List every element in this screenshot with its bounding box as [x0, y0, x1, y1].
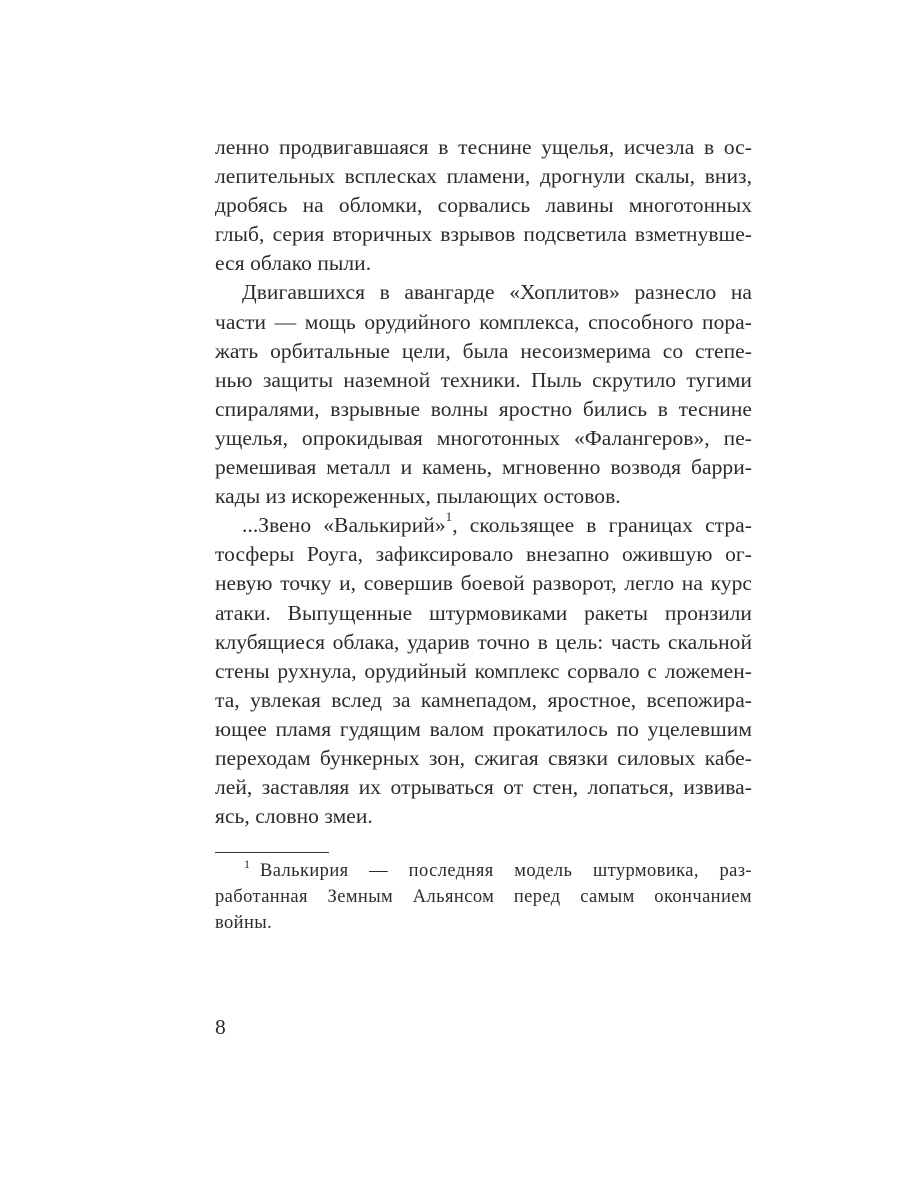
text-line: кады из искореженных, пылающих остовов.	[215, 484, 621, 509]
paragraph-1	[215, 133, 752, 278]
line-text-after-ref: , скользящее в границах стра-	[452, 513, 752, 538]
text-line: невую точку и, совершив боевой разворот, легло на курс	[215, 571, 752, 596]
text-line: части — мощь орудийного комплекса, способного пора-	[215, 309, 752, 334]
text-line-with-footnote-ref	[215, 511, 752, 540]
text-line: ленно продвигавшаяся в теснине ущелья, исчезла в ос-	[215, 135, 752, 159]
text-line: дробясь на обломки, сорвались лавины многотонных	[215, 193, 752, 218]
footnote-divider	[215, 852, 329, 853]
page-number: 8	[215, 1015, 226, 1039]
paragraph-2	[215, 278, 752, 511]
paragraph-3	[215, 511, 752, 831]
footnote-line	[215, 858, 752, 884]
text-line: атаки. Выпущенные штурмовиками ракеты пронзили	[215, 600, 752, 625]
footnote-reference[interactable]: 1	[445, 509, 453, 525]
footnote-line: работанная Земным Альянсом перед самым окончанием	[215, 887, 752, 907]
text-line: лепительных всплесках пламени, дрогнули скалы, вниз,	[215, 164, 752, 189]
text-line: лей, заставляя их отрываться от стен, лопаться, извива-	[215, 775, 752, 800]
text-line: ремешивая металл и камень, мгновенно возводя барри-	[215, 455, 752, 480]
text-line: ющее пламя гудящим валом прокатилось по уцелевшим	[215, 716, 752, 741]
text-line: жать орбитальные цели, была несоизмерима со степе-	[215, 338, 752, 363]
text-line: стены рухнула, орудийный комплекс сорвало с ложемен-	[215, 658, 752, 683]
text-line: нью защиты наземной техники. Пыль скрутило тугими	[215, 367, 752, 392]
text-line: тосферы Роуга, зафиксировало внезапно ожившую ог-	[215, 542, 752, 567]
text-line: переходам бункерных зон, сжигая связки силовых кабе-	[215, 745, 752, 770]
text-line: Двигавшихся в авангарде «Хоплитов» разнесло на	[242, 280, 752, 305]
footnote-number: 1	[244, 857, 250, 871]
footnote-line: войны.	[215, 913, 273, 933]
text-line: глыб, серия вторичных взрывов подсветила взметнувше-	[215, 222, 752, 247]
text-line: ущелья, опрокидывая многотонных «Фалангеров», пе-	[215, 425, 752, 450]
text-line: еся облако пыли.	[215, 251, 372, 276]
footnote	[215, 858, 752, 936]
footnote-line-text: Валькирия — последняя модель штурмовика, раз-	[260, 861, 752, 881]
text-line: ясь, словно змеи.	[215, 804, 373, 829]
body-text	[215, 133, 752, 831]
text-line: та, увлекая вслед за камнепадом, яростное, всепожира-	[215, 687, 752, 712]
text-line: клубящиеся облака, ударив точно в цель: часть скальной	[215, 629, 752, 654]
line-text-before-ref: ...Звено «Валькирий»	[242, 513, 446, 538]
text-line: спиралями, взрывные волны яростно бились в теснине	[215, 396, 752, 421]
